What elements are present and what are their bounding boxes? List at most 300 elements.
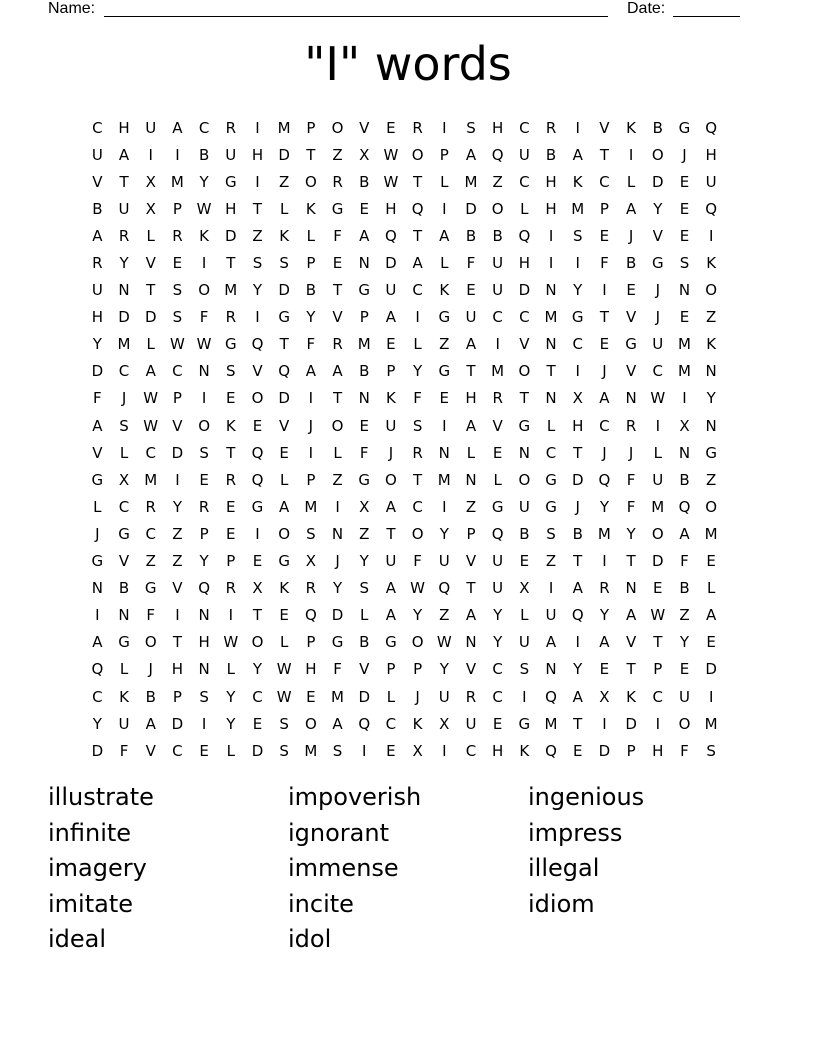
grid-letter[interactable]: Y bbox=[226, 687, 236, 706]
grid-letter[interactable]: L bbox=[466, 443, 476, 462]
grid-letter[interactable]: I bbox=[175, 145, 180, 164]
grid-letter[interactable]: D bbox=[171, 714, 184, 733]
grid-letter[interactable]: U bbox=[438, 687, 450, 706]
grid-letter[interactable]: A bbox=[385, 579, 397, 598]
grid-letter[interactable]: L bbox=[386, 687, 396, 706]
grid-letter[interactable]: Y bbox=[172, 497, 182, 516]
grid-letter[interactable]: T bbox=[413, 470, 423, 489]
grid-letter[interactable]: T bbox=[146, 281, 156, 300]
grid-letter[interactable]: B bbox=[572, 524, 583, 543]
grid-letter[interactable]: K bbox=[305, 199, 316, 218]
grid-letter[interactable]: E bbox=[679, 199, 690, 218]
grid-letter[interactable]: X bbox=[679, 416, 690, 435]
grid-letter[interactable]: S bbox=[252, 254, 263, 273]
grid-letter[interactable]: C bbox=[599, 416, 610, 435]
grid-letter[interactable]: E bbox=[199, 741, 209, 760]
grid-letter[interactable]: E bbox=[252, 416, 263, 435]
grid-letter[interactable]: R bbox=[225, 579, 236, 598]
grid-letter[interactable]: W bbox=[383, 145, 399, 164]
grid-letter[interactable]: W bbox=[410, 579, 426, 598]
grid-letter[interactable]: H bbox=[572, 416, 584, 435]
grid-letter[interactable]: O bbox=[144, 633, 157, 652]
grid-letter[interactable]: N bbox=[545, 335, 557, 354]
grid-letter[interactable]: E bbox=[279, 443, 289, 462]
grid-letter[interactable]: G bbox=[545, 470, 557, 489]
grid-letter[interactable]: O bbox=[278, 524, 291, 543]
grid-letter[interactable]: R bbox=[172, 226, 183, 245]
grid-letter[interactable]: A bbox=[92, 416, 103, 435]
grid-letter[interactable]: K bbox=[225, 416, 236, 435]
grid-letter[interactable]: G bbox=[678, 118, 691, 137]
grid-letter[interactable]: S bbox=[306, 524, 316, 543]
grid-letter[interactable]: I bbox=[655, 714, 660, 733]
grid-letter[interactable]: D bbox=[171, 443, 184, 462]
grid-letter[interactable]: Q bbox=[304, 606, 317, 625]
grid-letter[interactable]: Y bbox=[493, 633, 503, 652]
grid-letter[interactable]: T bbox=[466, 579, 476, 598]
grid-letter[interactable]: U bbox=[438, 552, 450, 571]
grid-letter[interactable]: H bbox=[518, 254, 530, 273]
grid-letter[interactable]: V bbox=[145, 741, 156, 760]
grid-letter[interactable]: H bbox=[545, 199, 557, 218]
grid-letter[interactable]: Z bbox=[439, 606, 450, 625]
grid-letter[interactable]: T bbox=[573, 443, 583, 462]
grid-letter[interactable]: O bbox=[331, 118, 344, 137]
date-line[interactable] bbox=[673, 16, 740, 17]
grid-letter[interactable]: T bbox=[573, 552, 583, 571]
grid-letter[interactable]: F bbox=[306, 335, 316, 354]
grid-letter[interactable]: G bbox=[358, 470, 371, 489]
grid-letter[interactable]: P bbox=[306, 254, 316, 273]
grid-letter[interactable]: N bbox=[438, 443, 450, 462]
grid-letter[interactable]: A bbox=[625, 606, 637, 625]
grid-letter[interactable]: G bbox=[224, 335, 237, 354]
grid-letter[interactable]: V bbox=[519, 335, 530, 354]
grid-letter[interactable]: Q bbox=[705, 118, 718, 137]
grid-letter[interactable]: U bbox=[705, 172, 717, 191]
grid-letter[interactable]: T bbox=[626, 552, 636, 571]
grid-letter[interactable]: S bbox=[172, 308, 183, 327]
grid-letter[interactable]: E bbox=[279, 606, 289, 625]
grid-letter[interactable]: U bbox=[518, 497, 530, 516]
grid-letter[interactable]: C bbox=[92, 687, 103, 706]
grid-letter[interactable]: N bbox=[678, 281, 691, 300]
grid-letter[interactable]: O bbox=[251, 389, 264, 408]
grid-letter[interactable]: I bbox=[655, 416, 660, 435]
grid-letter[interactable]: I bbox=[575, 633, 580, 652]
grid-letter[interactable]: Y bbox=[653, 199, 663, 218]
grid-letter[interactable]: O bbox=[411, 524, 424, 543]
grid-letter[interactable]: K bbox=[519, 741, 530, 760]
grid-letter[interactable]: I bbox=[442, 497, 447, 516]
grid-letter[interactable]: V bbox=[118, 552, 130, 571]
grid-letter[interactable]: Y bbox=[199, 172, 209, 191]
grid-letter[interactable]: O bbox=[518, 362, 531, 381]
grid-letter[interactable]: L bbox=[306, 226, 316, 245]
grid-letter[interactable]: N bbox=[331, 524, 344, 543]
grid-letter[interactable]: F bbox=[119, 741, 129, 760]
grid-letter[interactable]: F bbox=[626, 470, 636, 489]
grid-letter[interactable]: U bbox=[385, 281, 397, 300]
grid-letter[interactable]: Q bbox=[491, 524, 504, 543]
grid-letter[interactable]: P bbox=[172, 687, 182, 706]
grid-letter[interactable]: J bbox=[121, 389, 127, 408]
grid-letter[interactable]: J bbox=[335, 552, 340, 571]
grid-letter[interactable]: E bbox=[252, 552, 263, 571]
grid-letter[interactable]: Y bbox=[439, 660, 449, 679]
grid-letter[interactable]: U bbox=[465, 714, 477, 733]
grid-letter[interactable]: G bbox=[91, 470, 104, 489]
grid-letter[interactable]: B bbox=[465, 226, 477, 245]
name-line[interactable] bbox=[104, 16, 608, 17]
grid-letter[interactable]: Y bbox=[599, 606, 609, 625]
grid-letter[interactable]: M bbox=[597, 524, 611, 543]
grid-letter[interactable]: H bbox=[118, 118, 130, 137]
grid-letter[interactable]: P bbox=[172, 389, 182, 408]
grid-letter[interactable]: I bbox=[575, 118, 580, 137]
grid-letter[interactable]: L bbox=[546, 416, 556, 435]
grid-letter[interactable]: E bbox=[199, 470, 209, 489]
grid-letter[interactable]: Y bbox=[679, 633, 690, 652]
grid-letter[interactable]: N bbox=[465, 633, 477, 652]
grid-letter[interactable]: A bbox=[439, 226, 450, 245]
grid-letter[interactable]: F bbox=[413, 389, 422, 408]
grid-letter[interactable]: X bbox=[599, 687, 610, 706]
grid-letter[interactable]: I bbox=[548, 226, 554, 245]
grid-letter[interactable]: N bbox=[705, 416, 717, 435]
grid-letter[interactable]: Y bbox=[413, 606, 423, 625]
grid-letter[interactable]: B bbox=[359, 172, 370, 191]
grid-letter[interactable]: R bbox=[225, 308, 236, 327]
grid-letter[interactable]: A bbox=[332, 362, 343, 381]
grid-letter[interactable]: Z bbox=[492, 172, 503, 191]
grid-letter[interactable]: Y bbox=[226, 714, 236, 733]
grid-letter[interactable]: Q bbox=[518, 226, 531, 245]
grid-letter[interactable]: Q bbox=[438, 579, 451, 598]
grid-letter[interactable]: U bbox=[518, 145, 530, 164]
grid-letter[interactable]: X bbox=[359, 145, 370, 164]
grid-letter[interactable]: W bbox=[436, 633, 452, 652]
grid-letter[interactable]: V bbox=[359, 660, 370, 679]
grid-letter[interactable]: A bbox=[118, 145, 130, 164]
grid-letter[interactable]: L bbox=[146, 335, 155, 354]
grid-letter[interactable]: Y bbox=[252, 281, 263, 300]
grid-letter[interactable]: F bbox=[93, 389, 102, 408]
grid-letter[interactable]: L bbox=[93, 497, 102, 516]
grid-letter[interactable]: S bbox=[359, 579, 369, 598]
grid-letter[interactable]: E bbox=[706, 552, 716, 571]
grid-letter[interactable]: P bbox=[306, 633, 316, 652]
grid-letter[interactable]: N bbox=[678, 443, 691, 462]
grid-letter[interactable]: I bbox=[602, 281, 607, 300]
grid-letter[interactable]: E bbox=[332, 254, 343, 273]
grid-letter[interactable]: P bbox=[199, 524, 209, 543]
grid-letter[interactable]: A bbox=[92, 226, 103, 245]
grid-letter[interactable]: A bbox=[465, 145, 477, 164]
grid-letter[interactable]: Z bbox=[679, 606, 690, 625]
grid-letter[interactable]: I bbox=[228, 606, 233, 625]
grid-letter[interactable]: A bbox=[412, 254, 423, 273]
grid-letter[interactable]: C bbox=[492, 660, 503, 679]
grid-letter[interactable]: J bbox=[628, 443, 634, 462]
grid-letter[interactable]: U bbox=[118, 199, 130, 218]
grid-letter[interactable]: L bbox=[520, 199, 529, 218]
grid-letter[interactable]: E bbox=[519, 552, 530, 571]
grid-letter[interactable]: I bbox=[308, 443, 314, 462]
grid-letter[interactable]: N bbox=[705, 362, 717, 381]
grid-letter[interactable]: E bbox=[252, 714, 263, 733]
grid-letter[interactable]: Q bbox=[571, 606, 584, 625]
grid-letter[interactable]: P bbox=[413, 660, 423, 679]
grid-letter[interactable]: U bbox=[225, 145, 237, 164]
grid-letter[interactable]: B bbox=[198, 145, 210, 164]
grid-letter[interactable]: G bbox=[518, 714, 531, 733]
grid-letter[interactable]: E bbox=[626, 281, 636, 300]
grid-letter[interactable]: Z bbox=[332, 145, 343, 164]
grid-letter[interactable]: O bbox=[251, 633, 264, 652]
grid-letter[interactable]: S bbox=[199, 687, 209, 706]
grid-letter[interactable]: I bbox=[201, 389, 207, 408]
grid-letter[interactable]: G bbox=[224, 172, 237, 191]
grid-letter[interactable]: C bbox=[572, 335, 583, 354]
grid-letter[interactable]: V bbox=[92, 443, 103, 462]
grid-letter[interactable]: N bbox=[118, 281, 130, 300]
grid-letter[interactable]: Q bbox=[598, 470, 611, 489]
grid-letter[interactable]: K bbox=[412, 714, 423, 733]
grid-letter[interactable]: C bbox=[465, 741, 477, 760]
grid-letter[interactable]: A bbox=[679, 524, 690, 543]
grid-letter[interactable]: Y bbox=[199, 552, 209, 571]
grid-letter[interactable]: Q bbox=[358, 714, 371, 733]
grid-letter[interactable]: R bbox=[599, 579, 610, 598]
grid-letter[interactable]: C bbox=[545, 443, 557, 462]
grid-letter[interactable]: C bbox=[92, 118, 103, 137]
grid-letter[interactable]: S bbox=[332, 741, 343, 760]
grid-letter[interactable]: G bbox=[91, 552, 104, 571]
grid-letter[interactable]: Y bbox=[573, 660, 583, 679]
grid-letter[interactable]: R bbox=[332, 335, 343, 354]
grid-letter[interactable]: M bbox=[117, 335, 131, 354]
grid-letter[interactable]: Y bbox=[573, 281, 583, 300]
grid-letter[interactable]: O bbox=[198, 281, 210, 300]
grid-letter[interactable]: C bbox=[198, 118, 210, 137]
grid-letter[interactable]: R bbox=[412, 118, 423, 137]
grid-letter[interactable]: G bbox=[491, 497, 504, 516]
grid-letter[interactable]: Q bbox=[251, 470, 264, 489]
grid-letter[interactable]: T bbox=[172, 633, 182, 652]
grid-letter[interactable]: D bbox=[91, 741, 104, 760]
grid-letter[interactable]: A bbox=[332, 714, 343, 733]
grid-letter[interactable]: I bbox=[95, 606, 100, 625]
grid-letter[interactable]: A bbox=[572, 579, 583, 598]
grid-letter[interactable]: D bbox=[571, 470, 584, 489]
grid-letter[interactable]: W bbox=[169, 335, 185, 354]
grid-letter[interactable]: H bbox=[251, 145, 264, 164]
grid-letter[interactable]: G bbox=[278, 308, 290, 327]
grid-letter[interactable]: Q bbox=[278, 362, 291, 381]
grid-letter[interactable]: W bbox=[650, 606, 666, 625]
grid-letter[interactable]: L bbox=[279, 633, 289, 652]
grid-letter[interactable]: M bbox=[277, 118, 291, 137]
grid-letter[interactable]: F bbox=[333, 226, 342, 245]
grid-letter[interactable]: E bbox=[599, 660, 610, 679]
grid-letter[interactable]: L bbox=[119, 660, 129, 679]
grid-letter[interactable]: V bbox=[492, 416, 503, 435]
grid-letter[interactable]: D bbox=[144, 308, 157, 327]
grid-letter[interactable]: S bbox=[706, 741, 716, 760]
grid-letter[interactable]: G bbox=[331, 199, 344, 218]
grid-letter[interactable]: Z bbox=[172, 524, 183, 543]
grid-letter[interactable]: D bbox=[225, 226, 237, 245]
grid-letter[interactable]: M bbox=[170, 172, 184, 191]
grid-letter[interactable]: I bbox=[575, 254, 580, 273]
grid-letter[interactable]: B bbox=[545, 145, 557, 164]
grid-letter[interactable]: J bbox=[602, 362, 607, 381]
grid-letter[interactable]: B bbox=[679, 579, 690, 598]
grid-letter[interactable]: O bbox=[705, 497, 718, 516]
grid-letter[interactable]: R bbox=[625, 416, 637, 435]
grid-letter[interactable]: M bbox=[544, 308, 558, 327]
grid-letter[interactable]: E bbox=[172, 254, 183, 273]
grid-letter[interactable]: L bbox=[226, 660, 235, 679]
grid-letter[interactable]: H bbox=[492, 118, 504, 137]
grid-letter[interactable]: F bbox=[333, 660, 342, 679]
grid-letter[interactable]: U bbox=[518, 633, 530, 652]
grid-letter[interactable]: E bbox=[386, 335, 396, 354]
grid-letter[interactable]: A bbox=[599, 389, 610, 408]
grid-letter[interactable]: T bbox=[573, 714, 583, 733]
grid-letter[interactable]: E bbox=[679, 226, 690, 245]
grid-letter[interactable]: Y bbox=[626, 524, 636, 543]
grid-letter[interactable]: Y bbox=[92, 714, 102, 733]
grid-letter[interactable]: G bbox=[651, 254, 664, 273]
grid-letter[interactable]: H bbox=[198, 633, 210, 652]
grid-letter[interactable]: I bbox=[548, 579, 554, 598]
grid-letter[interactable]: V bbox=[279, 416, 290, 435]
grid-letter[interactable]: J bbox=[388, 443, 394, 462]
grid-letter[interactable]: M bbox=[304, 497, 318, 516]
grid-letter[interactable]: F bbox=[466, 254, 476, 273]
grid-letter[interactable]: S bbox=[279, 741, 289, 760]
grid-letter[interactable]: W bbox=[143, 416, 159, 435]
grid-letter[interactable]: A bbox=[706, 606, 717, 625]
grid-letter[interactable]: G bbox=[571, 308, 584, 327]
grid-letter[interactable]: G bbox=[144, 579, 157, 598]
grid-letter[interactable]: M bbox=[357, 335, 371, 354]
grid-letter[interactable]: A bbox=[599, 633, 610, 652]
grid-letter[interactable]: S bbox=[226, 362, 236, 381]
grid-letter[interactable]: M bbox=[464, 172, 478, 191]
grid-letter[interactable]: V bbox=[625, 362, 637, 381]
grid-letter[interactable]: L bbox=[440, 172, 449, 191]
grid-letter[interactable]: I bbox=[708, 226, 714, 245]
grid-letter[interactable]: I bbox=[201, 714, 207, 733]
grid-letter[interactable]: M bbox=[224, 281, 238, 300]
grid-letter[interactable]: T bbox=[599, 308, 609, 327]
grid-letter[interactable]: C bbox=[145, 443, 156, 462]
grid-letter[interactable]: B bbox=[118, 579, 130, 598]
grid-letter[interactable]: Z bbox=[545, 552, 557, 571]
grid-letter[interactable]: B bbox=[145, 687, 156, 706]
grid-letter[interactable]: W bbox=[196, 199, 212, 218]
grid-letter[interactable]: Y bbox=[332, 579, 343, 598]
grid-letter[interactable]: N bbox=[465, 470, 477, 489]
grid-letter[interactable]: D bbox=[278, 145, 290, 164]
grid-letter[interactable]: X bbox=[359, 497, 370, 516]
grid-letter[interactable]: X bbox=[519, 579, 530, 598]
grid-letter[interactable]: Q bbox=[251, 443, 264, 462]
grid-letter[interactable]: M bbox=[144, 470, 158, 489]
grid-letter[interactable]: U bbox=[118, 714, 130, 733]
grid-letter[interactable]: C bbox=[412, 497, 423, 516]
grid-letter[interactable]: L bbox=[119, 443, 129, 462]
grid-letter[interactable]: O bbox=[198, 416, 210, 435]
grid-letter[interactable]: N bbox=[625, 389, 637, 408]
grid-letter[interactable]: J bbox=[628, 226, 634, 245]
grid-letter[interactable]: S bbox=[412, 416, 423, 435]
grid-letter[interactable]: S bbox=[679, 254, 690, 273]
grid-letter[interactable]: I bbox=[442, 199, 447, 218]
grid-letter[interactable]: T bbox=[653, 633, 663, 652]
grid-letter[interactable]: O bbox=[304, 714, 317, 733]
grid-letter[interactable]: E bbox=[226, 497, 236, 516]
grid-letter[interactable]: R bbox=[118, 226, 130, 245]
grid-letter[interactable]: D bbox=[358, 687, 370, 706]
grid-letter[interactable]: F bbox=[626, 497, 636, 516]
grid-letter[interactable]: G bbox=[705, 443, 717, 462]
grid-letter[interactable]: H bbox=[545, 172, 557, 191]
grid-letter[interactable]: H bbox=[465, 389, 477, 408]
grid-letter[interactable]: K bbox=[279, 226, 290, 245]
grid-letter[interactable]: F bbox=[146, 606, 156, 625]
grid-letter[interactable]: T bbox=[413, 172, 423, 191]
grid-letter[interactable]: Z bbox=[359, 524, 370, 543]
grid-letter[interactable]: H bbox=[225, 199, 237, 218]
grid-letter[interactable]: G bbox=[278, 552, 290, 571]
grid-letter[interactable]: E bbox=[226, 524, 236, 543]
grid-letter[interactable]: L bbox=[226, 741, 235, 760]
grid-letter[interactable]: L bbox=[413, 335, 422, 354]
grid-letter[interactable]: T bbox=[466, 362, 476, 381]
grid-letter[interactable]: E bbox=[572, 741, 583, 760]
grid-letter[interactable]: Y bbox=[493, 606, 503, 625]
grid-letter[interactable]: Y bbox=[359, 552, 369, 571]
grid-letter[interactable]: D bbox=[278, 389, 290, 408]
grid-letter[interactable]: K bbox=[279, 579, 290, 598]
grid-letter[interactable]: A bbox=[625, 199, 637, 218]
grid-letter[interactable]: N bbox=[545, 281, 557, 300]
grid-letter[interactable]: H bbox=[492, 741, 504, 760]
grid-letter[interactable]: I bbox=[175, 606, 180, 625]
grid-letter[interactable]: E bbox=[439, 389, 450, 408]
grid-letter[interactable]: Q bbox=[545, 741, 557, 760]
grid-letter[interactable]: D bbox=[118, 308, 130, 327]
grid-letter[interactable]: K bbox=[385, 389, 396, 408]
grid-letter[interactable]: L bbox=[146, 226, 155, 245]
grid-letter[interactable]: X bbox=[439, 714, 450, 733]
grid-letter[interactable]: K bbox=[119, 687, 129, 706]
grid-letter[interactable]: Z bbox=[706, 470, 717, 489]
grid-letter[interactable]: E bbox=[653, 579, 663, 598]
grid-letter[interactable]: D bbox=[251, 741, 264, 760]
grid-letter[interactable]: I bbox=[575, 362, 580, 381]
grid-letter[interactable]: I bbox=[442, 118, 447, 137]
grid-letter[interactable]: C bbox=[172, 741, 183, 760]
grid-letter[interactable]: A bbox=[465, 606, 477, 625]
grid-letter[interactable]: J bbox=[575, 497, 580, 516]
grid-letter[interactable]: J bbox=[415, 687, 420, 706]
grid-letter[interactable]: M bbox=[304, 741, 318, 760]
